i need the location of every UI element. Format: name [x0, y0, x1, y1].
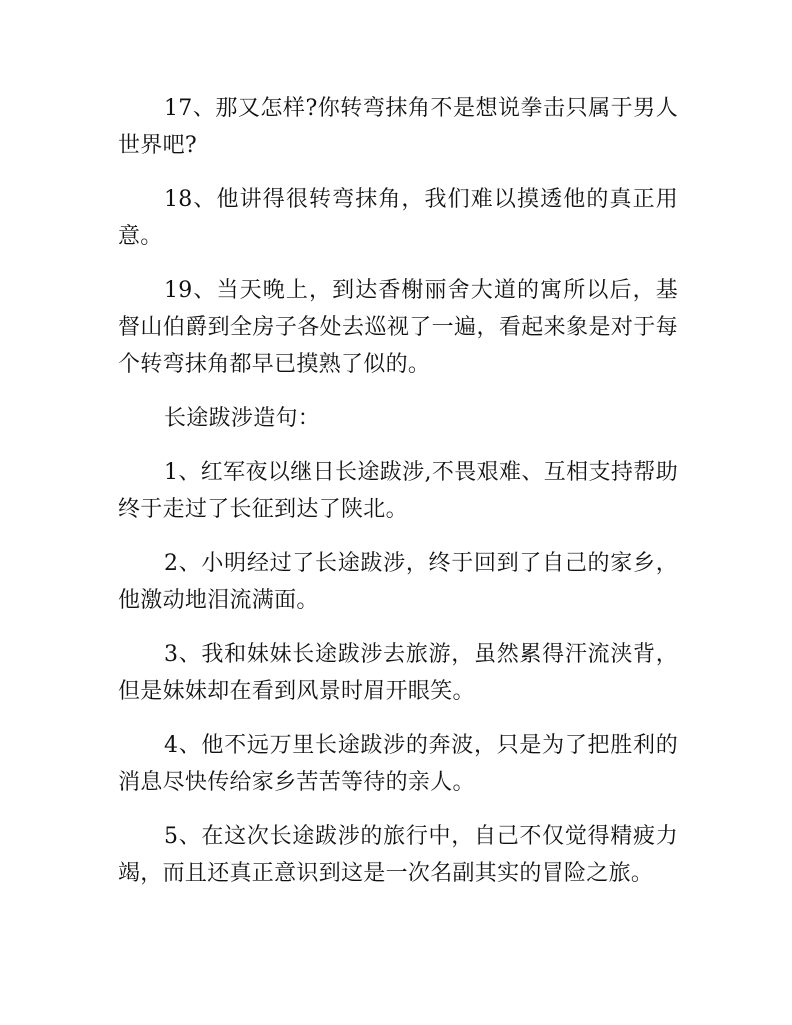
paragraph-sentence-4: 4、他不远万里长途跋涉的奔波，只是为了把胜利的消息尽快传给家乡苦苦等待的亲人。: [118, 733, 678, 795]
paragraph-sentence-1: 1、红军夜以继日长途跋涉,不畏艰难、互相支持帮助终于走过了长征到达了陕北。: [118, 460, 678, 522]
paragraph-sentence-2: 2、小明经过了长途跋涉，终于回到了自己的家乡，他激动地泪流满面。: [118, 551, 678, 613]
document-body: [118, 90, 678, 909]
paragraph-sentence-19: 19、当天晚上，到达香榭丽舍大道的寓所以后，基督山伯爵到全房子各处去巡视了一遍，看起来象是对于每个转弯抹角都早已摸熟了似的。: [118, 278, 678, 377]
paragraph-sentence-3: 3、我和妹妹长途跋涉去旅游，虽然累得汗流浃背，但是妹妹却在看到风景时眉开眼笑。: [118, 642, 678, 704]
paragraph-sentence-5: 5、在这次长途跋涉的旅行中，自己不仅觉得精疲力竭，而且还真正意识到这是一次名副其实的冒险之旅。: [118, 824, 678, 886]
paragraph-sentence-18: 18、他讲得很转弯抹角，我们难以摸透他的真正用意。: [118, 187, 678, 249]
section-heading: 长途跋涉造句：: [164, 406, 321, 431]
paragraph-sentence-17: 17、那又怎样?你转弯抹角不是想说拳击只属于男人世界吧?: [118, 96, 678, 158]
